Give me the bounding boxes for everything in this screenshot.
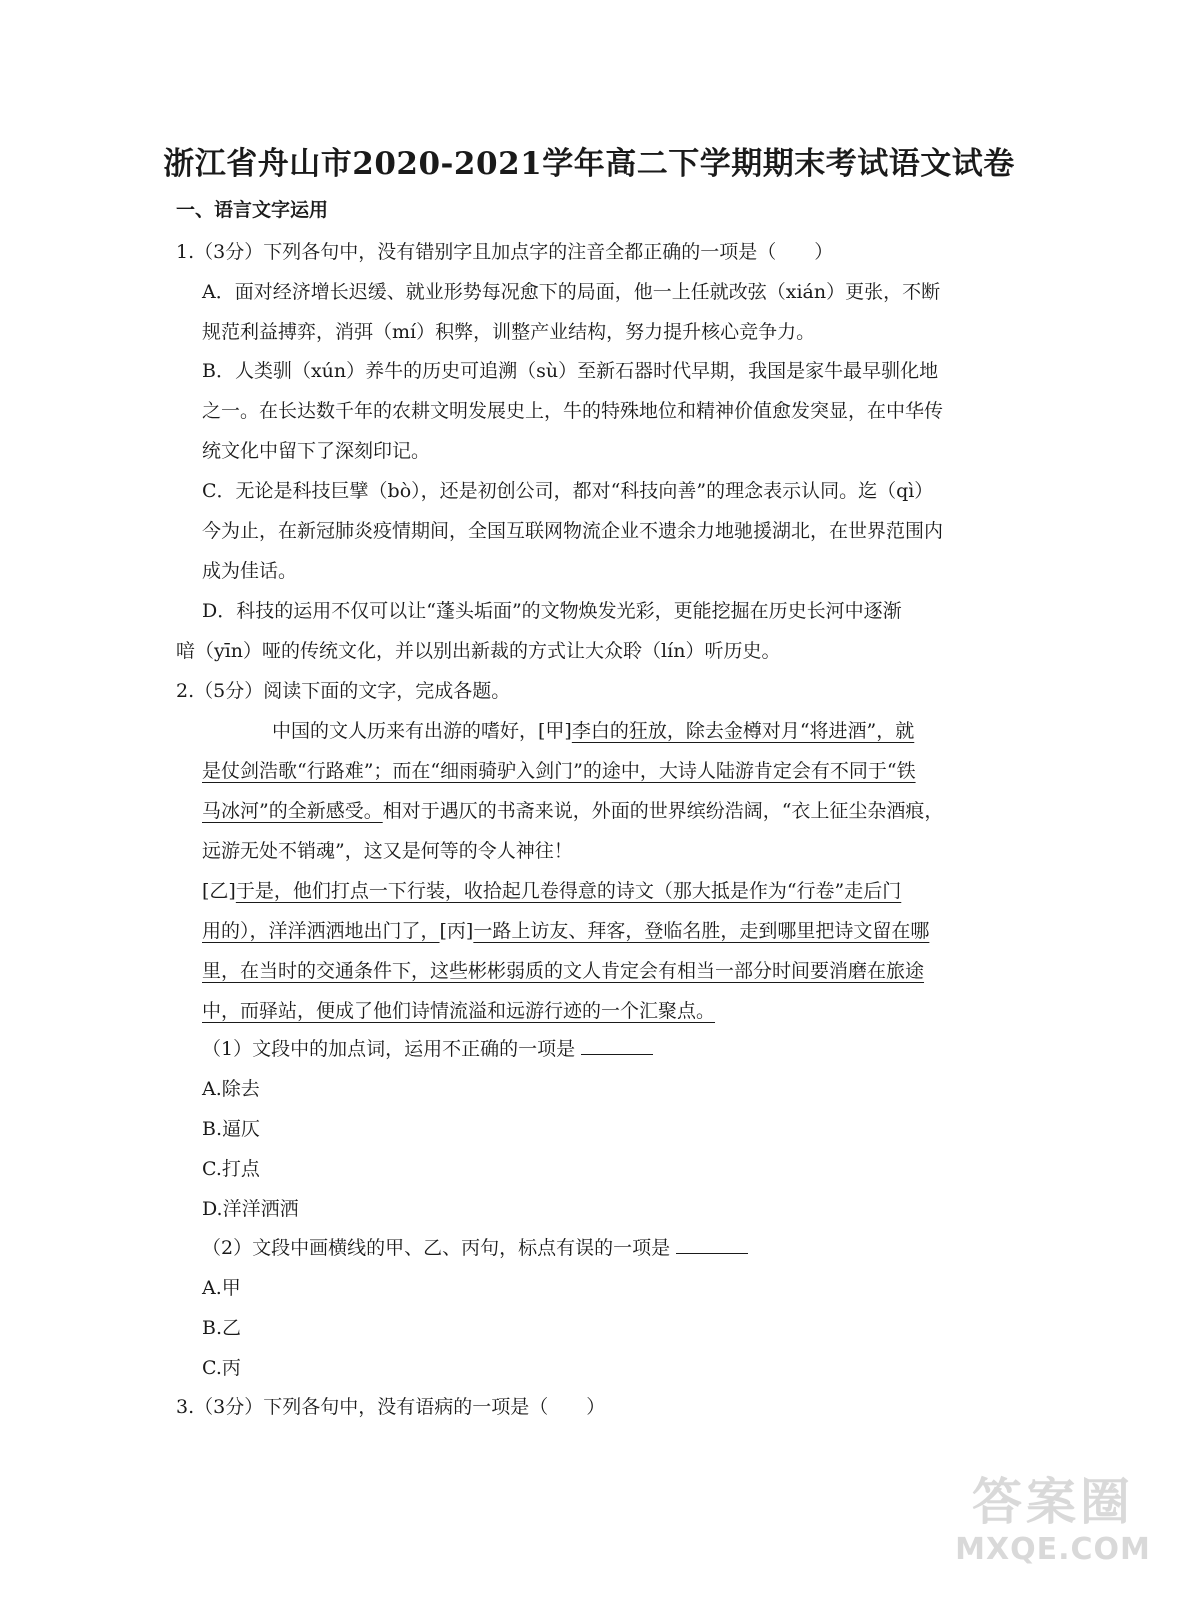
sentence-jia: 李白的狂放，除去金樽对月“将进酒”，就 xyxy=(571,720,915,742)
subquestion-2 xyxy=(202,1234,748,1262)
watermark-logo: 答案圈 xyxy=(972,1473,1134,1531)
passage-line-6 xyxy=(202,917,929,945)
q3-stem: 3.（3分）下列各句中，没有语病的一项是（ ） xyxy=(176,1396,606,1418)
sq1-option-a: A.除去 xyxy=(202,1078,260,1100)
sentence-yi-end: 用的），洋洋洒洒地出门了， xyxy=(202,920,440,942)
sq2-option-b: B.乙 xyxy=(202,1317,242,1339)
answer-blank[interactable] xyxy=(676,1235,748,1254)
sq1-option-c: C.打点 xyxy=(202,1158,260,1180)
subquestion-1-text: （1）文段中的加点词，运用不正确的一项是 xyxy=(202,1038,576,1060)
sq1-option-b: B.逼仄 xyxy=(202,1118,261,1140)
q2-stem: 2.（5分）阅读下面的文字，完成各题。 xyxy=(176,680,511,702)
passage-line-5 xyxy=(202,877,901,905)
q1-option-b-line3: 统文化中留下了深刻印记。 xyxy=(202,440,431,462)
q1-option-b-line1: B．人类驯（xún）养牛的历史可追溯（sù）至新石器时代早期，我国是家牛最早驯化地 xyxy=(202,360,939,382)
marker-bing: [丙] xyxy=(439,920,474,942)
q1-option-a-line2: 规范利益搏弈，消弭（mí）积弊，训整产业结构，努力提升核心竞争力。 xyxy=(202,321,816,343)
sentence-yi: 于是，他们打点一下行装，收拾起几卷得意的诗文（那大抵是作为“行卷”走后门 xyxy=(235,880,902,902)
q1-option-c-line1: C．无论是科技巨擘（bò），还是初创公司，都对“科技向善”的理念表示认同。迄（qì） xyxy=(202,480,934,502)
q1-stem: 1.（3分）下列各句中，没有错别字且加点字的注音全都正确的一项是（ ） xyxy=(176,241,834,263)
watermark-url: MXQE.COM xyxy=(955,1532,1151,1567)
q1-option-d-line2: 喑（yīn）哑的传统文化，并以别出新裁的方式让大众聆（lín）听历史。 xyxy=(176,640,781,662)
sentence-bing: 一路上访友、拜客，登临名胜，走到哪里把诗文留在哪 xyxy=(473,920,930,942)
sq2-option-c: C.丙 xyxy=(202,1357,241,1379)
marker-yi: [乙] xyxy=(202,880,236,902)
sq2-option-a: A.甲 xyxy=(202,1277,241,1299)
answer-blank[interactable] xyxy=(581,1036,653,1055)
passage-line-4: 远游无处不销魂”，这又是何等的令人神往！ xyxy=(202,840,573,862)
subquestion-2-text: （2）文段中画横线的甲、乙、丙句，标点有误的一项是 xyxy=(202,1237,671,1259)
sq1-option-d: D.洋洋洒洒 xyxy=(202,1198,299,1220)
passage-line-3 xyxy=(202,797,943,825)
watermark xyxy=(948,1472,1158,1582)
sentence-jia-cont: 是仗剑浩歌“行路难”；而在“细雨骑驴入剑门”的途中，大诗人陆游肯定会有不同于“铁 xyxy=(202,760,916,782)
page-title: 浙江省舟山市2020-2021学年高二下学期期末考试语文试卷 xyxy=(163,146,1015,182)
q1-option-c-line3: 成为佳话。 xyxy=(202,560,298,582)
passage-line-1 xyxy=(272,717,914,745)
passage-text: 中国的文人历来有出游的嗜好，[甲] xyxy=(272,720,572,742)
passage-text: 相对于遇仄的书斋来说，外面的世界缤纷浩阔，“衣上征尘杂酒痕， xyxy=(382,800,944,822)
sentence-bing-cont: 里，在当时的交通条件下，这些彬彬弱质的文人肯定会有相当一部分时间要消磨在旅途 xyxy=(202,960,925,982)
q1-option-c-line2: 今为止，在新冠肺炎疫情期间，全国互联网物流企业不遗余力地驰援湖北，在世界范围内 xyxy=(202,520,944,542)
q1-option-b-line2: 之一。在长达数千年的农耕文明发展史上，牛的特殊地位和精神价值愈发突显，在中华传 xyxy=(202,400,944,422)
sentence-jia-end: 马冰河”的全新感受。 xyxy=(202,800,383,822)
q1-option-a-line1: A．面对经济增长迟缓、就业形势每况愈下的局面，他一上任就改弦（xián）更张，不断 xyxy=(202,281,941,303)
sentence-bing-end: 中，而驿站，便成了他们诗情流溢和远游行迹的一个汇聚点。 xyxy=(202,1000,716,1022)
q1-option-d-line1: D．科技的运用不仅可以让“蓬头垢面”的文物焕发光彩，更能挖掘在历史长河中逐渐 xyxy=(202,600,902,622)
section-heading: 一、语言文字运用 xyxy=(176,199,329,221)
subquestion-1 xyxy=(202,1035,653,1063)
